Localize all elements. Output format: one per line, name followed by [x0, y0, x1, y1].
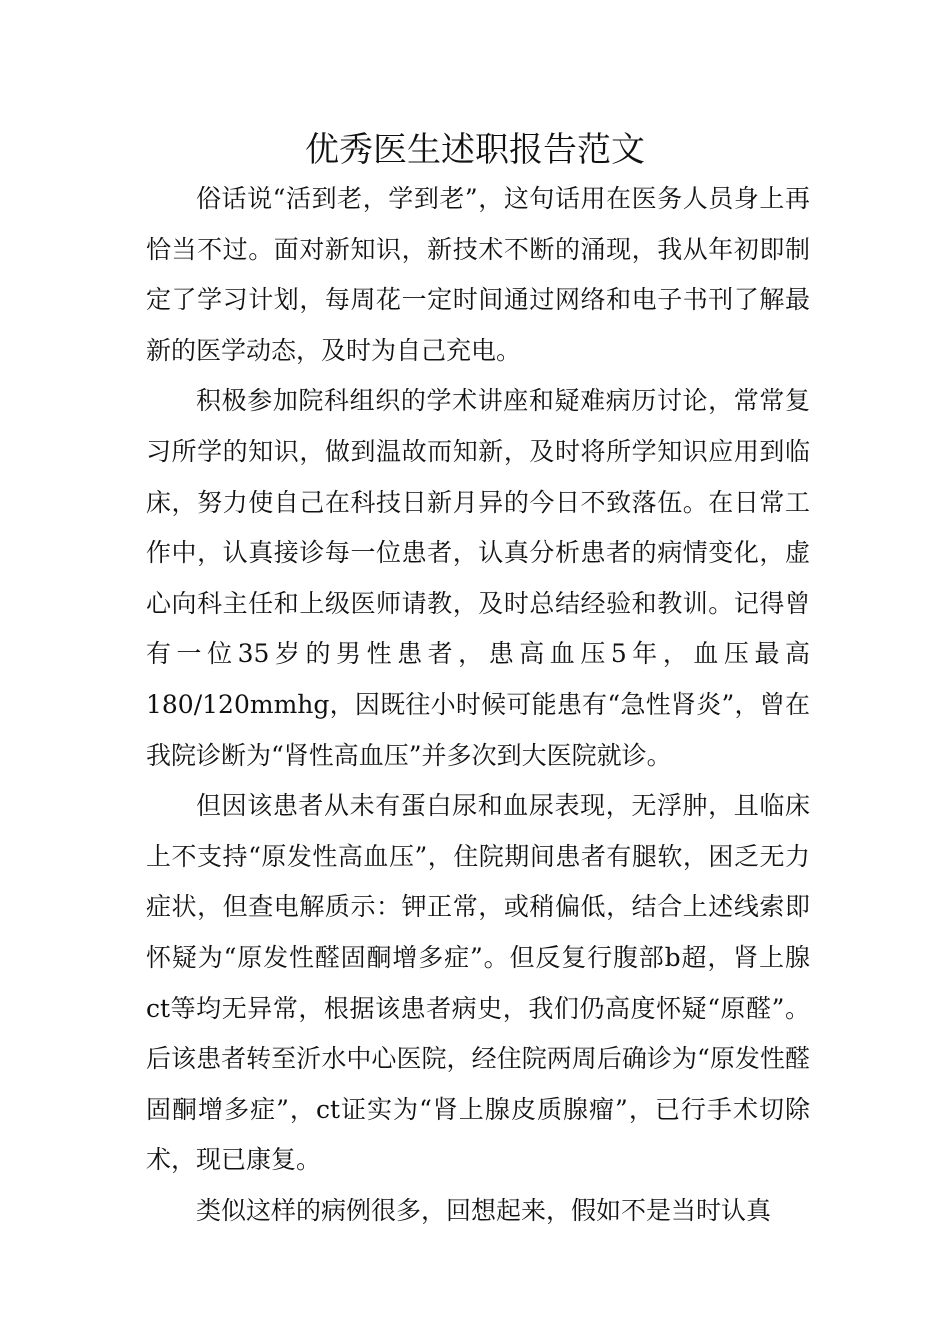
- document-title: 优秀医生述职报告范文: [305, 130, 645, 170]
- paragraph-1: 俗话说“活到老，学到老”，这句话用在医务人员身上再恰当不过。面对新知识，新技术不断的涌现，我从年初即制定了学习计划，每周花一定时间通过网络和电子书刊了解最新的医学动态，及时为自己充电。: [146, 184, 810, 365]
- paragraph-4: 类似这样的病例很多，回想起来，假如不是当时认真: [196, 1195, 772, 1225]
- paragraph-3: 但因该患者从未有蛋白尿和血尿表现，无浮肿，且临床上不支持“原发性高血压”，住院期间患者有腿软，困乏无力症状，但查电解质示：钾正常，或稍偏低，结合上述线索即怀疑为“原发性醛固酮增多症”。但反复行腹部b超，肾上腺ct等均无异常，根据该患者病史，我们仍高度怀疑“原醛”。后该患者转至沂水中心医院，经住院两周后确诊为“原发性醛固酮增多症”，ct证实为“肾上腺皮质腺瘤”，已行手术切除术，现已康复。: [146, 791, 810, 1175]
- paragraph-2: 积极参加院科组织的学术讲座和疑难病历讨论，常常复习所学的知识，做到温故而知新，及时将所学知识应用到临床，努力使自己在科技日新月异的今日不致落伍。在日常工作中，认真接诊每一位患者，认真分析患者的病情变化，虚心向科主任和上级医师请教，及时总结经验和教训。记得曾有一位35岁的男性患者，患高血压5年，血压最高180/120mmhg，因既往小时候可能患有“急性肾炎”，曾在我院诊断为“肾性高血压”并多次到大医院就诊。: [146, 386, 810, 770]
- document-body: [146, 174, 810, 1236]
